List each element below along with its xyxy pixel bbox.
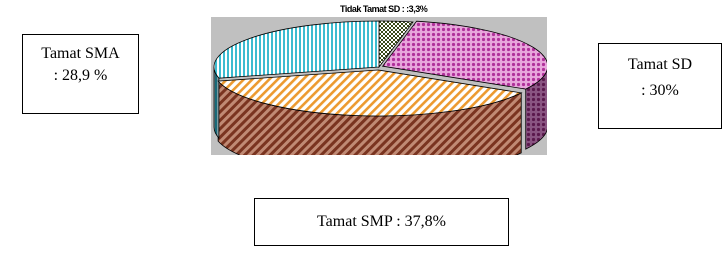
slice-label-tamat-sd-name: Tamat SD bbox=[627, 56, 693, 73]
slice-label-tamat-sma bbox=[22, 34, 139, 114]
pie-chart bbox=[211, 17, 547, 155]
slice-label-tamat-sma-value: : 28,9 % bbox=[53, 67, 108, 84]
pie-chart-area bbox=[211, 17, 547, 155]
pie-tops bbox=[214, 21, 547, 116]
slice-label-tidak-tamat-sd: Tidak Tamat SD : :3,3% bbox=[340, 4, 428, 14]
slice-label-tamat-smp: Tamat SMP : 37,8% bbox=[254, 198, 509, 246]
slice-label-tamat-sma-name: Tamat SMA bbox=[41, 45, 120, 62]
slice-label-tamat-sd bbox=[598, 43, 722, 129]
slice-label-tamat-sd-value: : 30% bbox=[641, 82, 679, 99]
pie-slice-tamat-sma bbox=[214, 21, 379, 78]
